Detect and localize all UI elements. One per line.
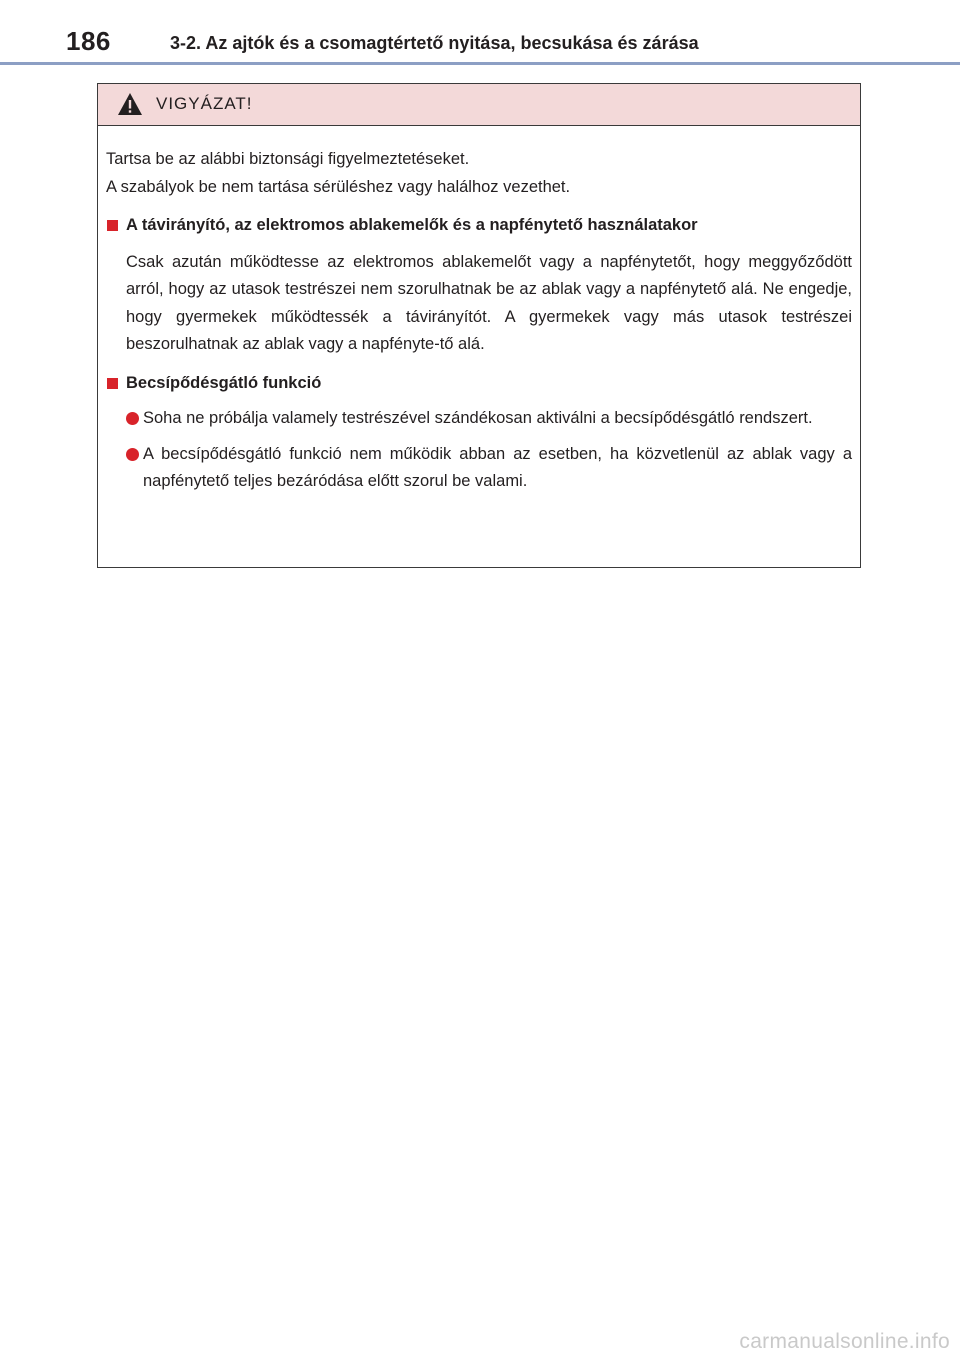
warning-box bbox=[97, 83, 861, 568]
list-item-text: A becsípődésgátló funkció nem működik abban az esetben, ha közvetlenül az ablak vagy a napfénytető teljes bezáródása előtt szorul be valami. bbox=[143, 444, 852, 490]
list-item bbox=[126, 405, 852, 433]
section-heading bbox=[106, 212, 852, 240]
warning-triangle-icon bbox=[117, 92, 143, 116]
square-bullet-icon bbox=[107, 220, 118, 231]
intro-line: Tartsa be az alábbi biztonsági figyelmeztetéseket. bbox=[106, 150, 470, 168]
section-paragraph: Csak azután működtesse az elektromos ablakemelőt vagy a napfénytetőt, hogy meggyőződött arról, hogy az utasok testrészei nem szorulhatnak be az ablak vagy a napfénytető alá. Ne engedje, hogy gyermekek működtessék a távirányítót. A gyermekek vagy más utasok testrészei beszorulhatnak az ablak vagy a napfényte-tő alá. bbox=[126, 252, 852, 353]
warning-intro bbox=[106, 146, 852, 201]
watermark: carmanualsonline.info bbox=[739, 1330, 950, 1353]
section-heading-text: Becsípődésgátló funkció bbox=[126, 373, 322, 392]
warning-header bbox=[98, 84, 860, 126]
intro-line: A szabályok be nem tartása sérüléshez vagy halálhoz vezethet. bbox=[106, 177, 571, 196]
header-rule bbox=[0, 62, 960, 65]
warning-body bbox=[98, 126, 860, 496]
section-heading bbox=[106, 370, 852, 398]
page-number: 186 bbox=[66, 26, 111, 56]
square-bullet-icon bbox=[107, 378, 118, 389]
round-bullet-icon bbox=[126, 412, 139, 425]
chapter-title: 3-2. Az ajtók és a csomagtértető nyitása, becsukása és zárása bbox=[170, 33, 699, 53]
warning-title: VIGYÁZAT! bbox=[156, 94, 253, 113]
list-item-text: Soha ne próbálja valamely testrészével szándékosan aktiválni a becsípődésgátló rendszert. bbox=[143, 409, 813, 427]
section-heading-text: A távirányító, az elektromos ablakemelők és a napfénytető használatakor bbox=[126, 216, 698, 234]
page-header bbox=[0, 0, 960, 66]
list-item bbox=[126, 441, 852, 496]
round-bullet-icon bbox=[126, 448, 139, 461]
